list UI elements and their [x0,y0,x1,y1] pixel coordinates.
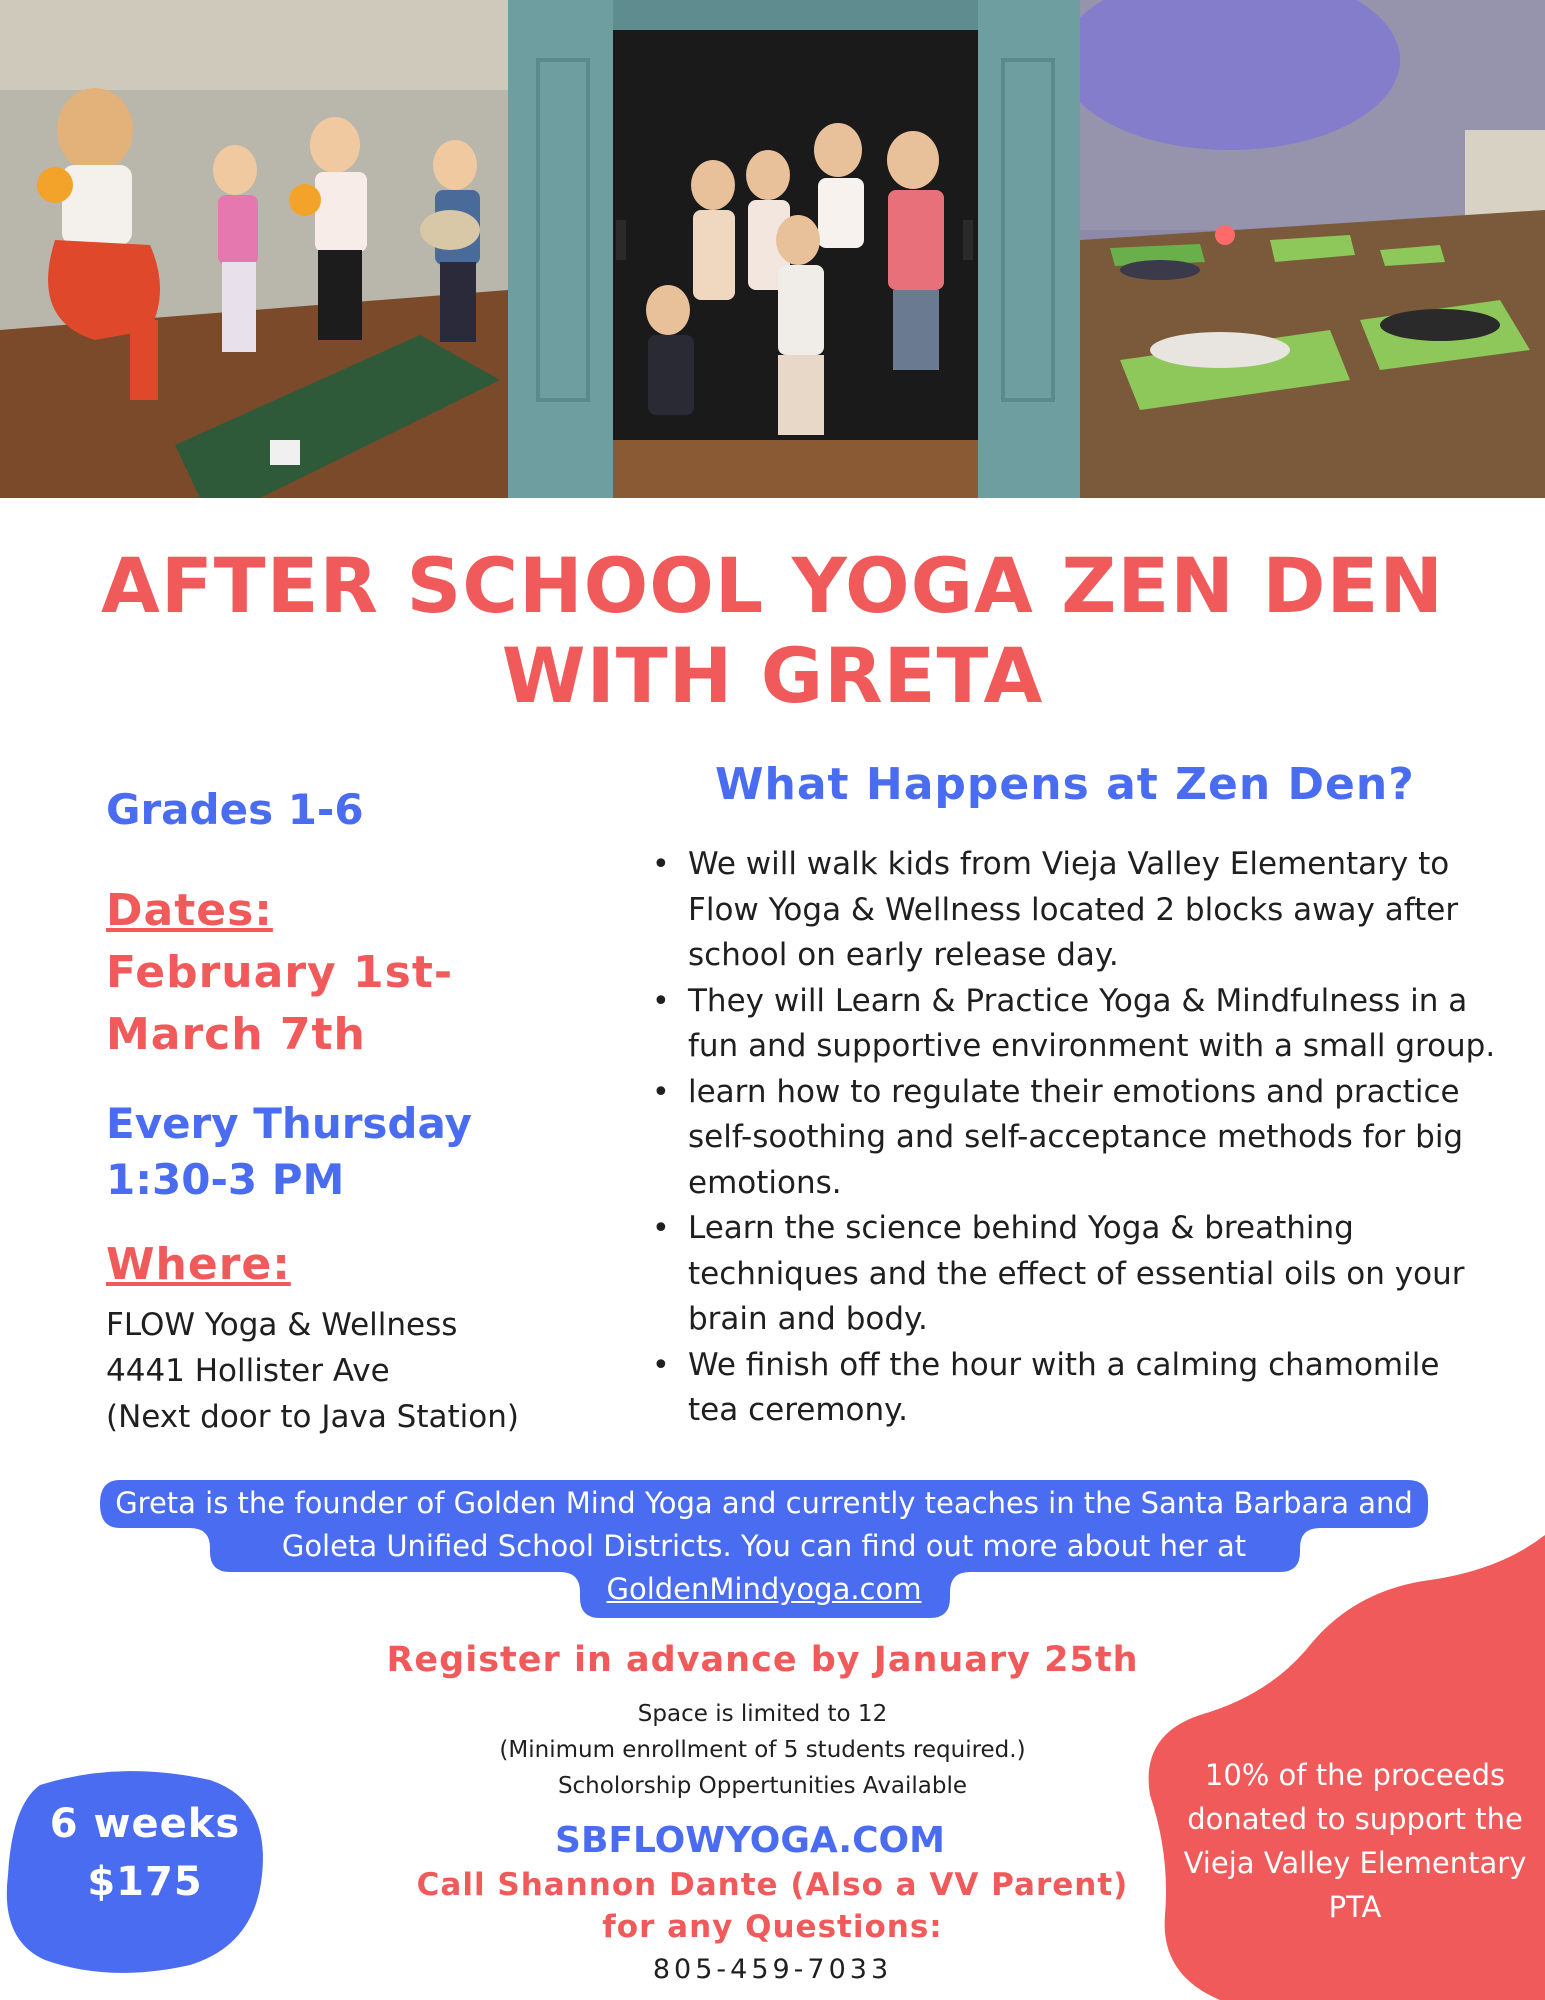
price-duration: 6 weeks [49,1801,241,1847]
phone-number[interactable]: 805-459-7033 [652,1954,893,1985]
contact-line2: for any Questions: [602,1909,943,1945]
page-title-line1: AFTER SCHOOL YOGA ZEN DEN [101,541,1444,630]
bio-website-link[interactable]: GoldenMindyoga.com [606,1572,922,1606]
list-item: • They will Learn & Practice Yoga & Mindfulness in a fun and supportive environment with a small group. [652,979,1497,1070]
list-item: • Learn the science behind Yoga & breathing techniques and the effect of essential oils on your brain and body. [652,1206,1497,1343]
price-amount: $175 [87,1859,203,1905]
price-badge [0,1765,275,1975]
address-street: 4441 Hollister Ave [106,1353,390,1389]
list-item: • learn how to regulate their emotions and practice self-soothing and self-acceptance methods for big emotions. [652,1070,1497,1207]
photo-relaxation-room [1080,0,1545,498]
bio-description: Greta is the founder of Golden Mind Yoga and currently teaches in the Santa Barbara and Goleta Unified School Districts. You can find out more about her at [115,1486,1413,1563]
list-item: • We will walk kids from Vieja Valley Elementary to Flow Yoga & Wellness located 2 blocks away after school on early release day. [652,842,1497,979]
donation-badge [1140,1535,1545,2000]
donation-text: 10% of the proceeds donated to support the Vieja Valley Elementary PTA [1183,1758,1527,1924]
photo-yoga-poses [0,0,508,498]
event-details [106,782,626,1440]
dates-end: March 7th [106,1009,366,1060]
schedule-day: Every Thursday [106,1099,472,1148]
address-venue: FLOW Yoga & Wellness [106,1307,458,1343]
website-link[interactable]: SBFLOWYOGA.COM [555,1820,945,1861]
photo-strip [0,0,1545,498]
list-item: • We finish off the hour with a calming chamomile tea ceremony. [652,1343,1497,1434]
grades-label: Grades 1-6 [106,785,364,834]
space-note: Space is limited to 12 [637,1701,888,1727]
address-note: (Next door to Java Station) [106,1399,519,1435]
dates-label: Dates: [106,885,273,936]
schedule-time: 1:30-3 PM [106,1155,345,1204]
what-happens-heading: What Happens at Zen Den? [715,759,1415,810]
register-headline: Register in advance by January 25th [386,1640,1139,1680]
minimum-note: (Minimum enrollment of 5 students required.) [499,1737,1026,1763]
activity-list [652,842,1497,1434]
photo-group-kids [508,0,1080,498]
dates-start: February 1st- [106,947,454,998]
price-text [30,1795,260,1911]
contact-line1: Call Shannon Dante (Also a VV Parent) [416,1867,1129,1903]
page-title-line2: WITH GRETA [501,631,1044,720]
where-label: Where: [106,1239,291,1290]
scholarship-note: Scholorship Oppertunities Available [557,1773,968,1799]
